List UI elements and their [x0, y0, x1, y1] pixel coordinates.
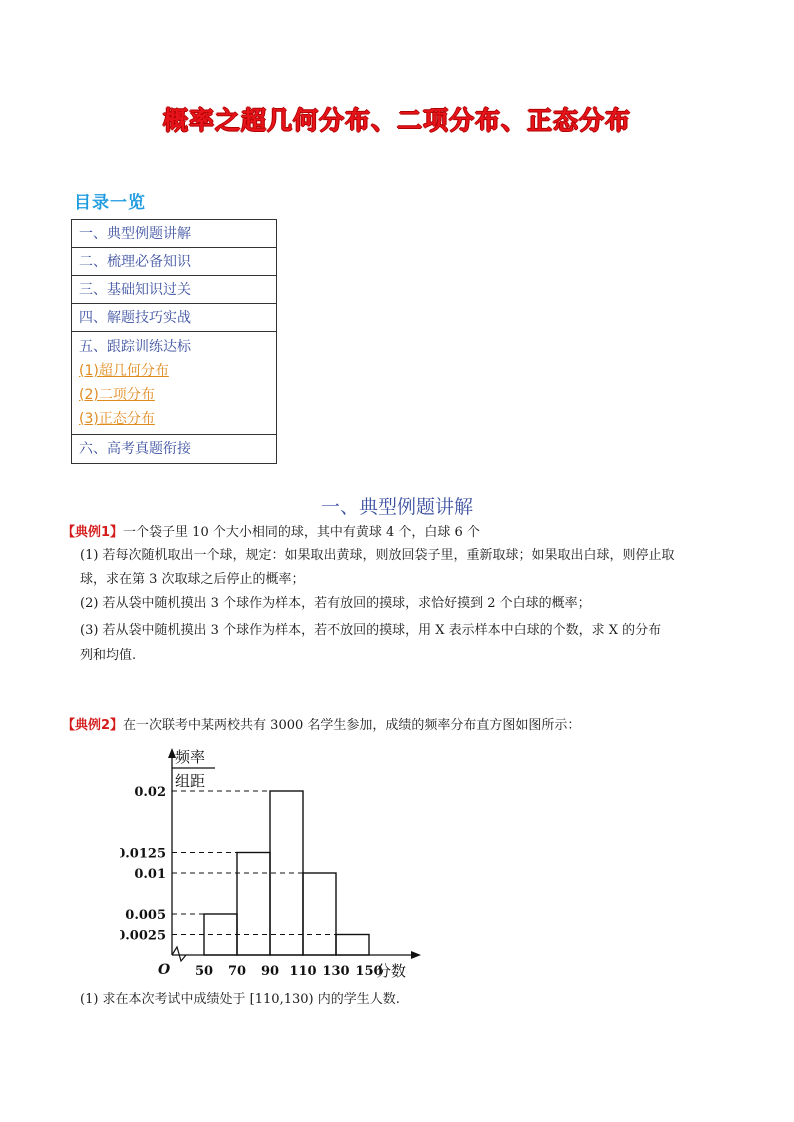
toc-item-label: 一、典型例题讲解	[79, 226, 191, 242]
x-axis-label: 分数	[376, 962, 407, 980]
toc-item[interactable]	[72, 332, 276, 435]
origin-label: O	[158, 962, 171, 978]
toc-item-label: 三、基础知识过关	[79, 282, 191, 298]
toc-item[interactable]	[72, 248, 276, 276]
example-text: 在一次联考中某两校共有 3000 名学生参加，成绩的频率分布直方图如图所示：	[123, 718, 581, 733]
histogram-bar	[336, 935, 369, 956]
toc-sublink[interactable]: (2)二项分布	[79, 387, 155, 403]
example2-q1: (1) 求在本次考试中成绩处于 [110,130) 内的学生人数.	[80, 992, 400, 1007]
y-tick-label: 0.0025	[120, 928, 166, 944]
example-text: 一个袋子里 10 个大小相同的球，其中有黄球 4 个，白球 6 个	[123, 525, 480, 540]
example1-q3-cont: 列和均值.	[80, 648, 137, 663]
axis-break	[172, 947, 186, 961]
toc-sublink[interactable]: (3)正态分布	[79, 411, 155, 427]
toc-item[interactable]	[72, 304, 276, 332]
x-tick-label: 150	[355, 964, 383, 979]
example-tag: 【典例2】	[62, 718, 124, 733]
toc-item-label: 四、解题技巧实战	[79, 310, 191, 326]
example-tag: 【典例1】	[62, 525, 124, 540]
histogram-svg	[120, 742, 450, 982]
histogram-bar	[303, 873, 336, 955]
y-tick-label: 0.02	[134, 785, 166, 800]
example1-q1-cont: 球，求在第 3 次取球之后停止的概率；	[80, 572, 305, 587]
example2-line	[62, 714, 580, 737]
x-tick-label: 110	[289, 964, 317, 979]
example1-q2: (2) 若从袋中随机摸出 3 个球作为样本，若有放回的摸球，求恰好摸到 2 个白球的概率；	[80, 596, 591, 611]
x-axis-arrow	[411, 951, 421, 959]
x-tick-label: 70	[227, 964, 247, 979]
histogram-bar	[237, 853, 270, 956]
toc-item-label: 六、高考真题衔接	[79, 441, 191, 457]
histogram	[120, 742, 450, 986]
table-of-contents	[71, 219, 277, 464]
example1-line	[62, 521, 480, 544]
toc-sublink[interactable]: (1)超几何分布	[79, 363, 169, 379]
y-tick-label: 0.01	[134, 867, 166, 882]
example1-q1: (1) 若每次随机取出一个球，规定：如果取出黄球，则放回袋子里，重新取球；如果取出白球，则停止取	[80, 548, 675, 563]
y-axis-label-top: 频率	[175, 748, 206, 766]
section-title: 一、典型例题讲解	[320, 496, 473, 518]
y-axis-label-bottom: 组距	[175, 772, 206, 790]
x-tick-label: 50	[194, 964, 214, 979]
y-tick-label: 0.005	[125, 908, 166, 923]
page-title: 概率之超几何分布、二项分布、正态分布	[162, 106, 631, 135]
example1-q3: (3) 若从袋中随机摸出 3 个球作为样本，若不放回的摸球，用 X 表示样本中白球的个数，求 X 的分布	[80, 623, 662, 638]
toc-item[interactable]	[72, 276, 276, 304]
y-tick-label: 0.0125	[120, 846, 166, 862]
toc-item[interactable]	[72, 435, 276, 463]
toc-item[interactable]	[72, 220, 276, 248]
x-tick-label: 90	[260, 964, 280, 979]
x-tick-label: 130	[322, 964, 350, 979]
toc-item-label: 五、跟踪训练达标	[79, 339, 191, 355]
toc-heading: 目录一览	[74, 193, 146, 213]
toc-item-label: 二、梳理必备知识	[79, 254, 191, 270]
